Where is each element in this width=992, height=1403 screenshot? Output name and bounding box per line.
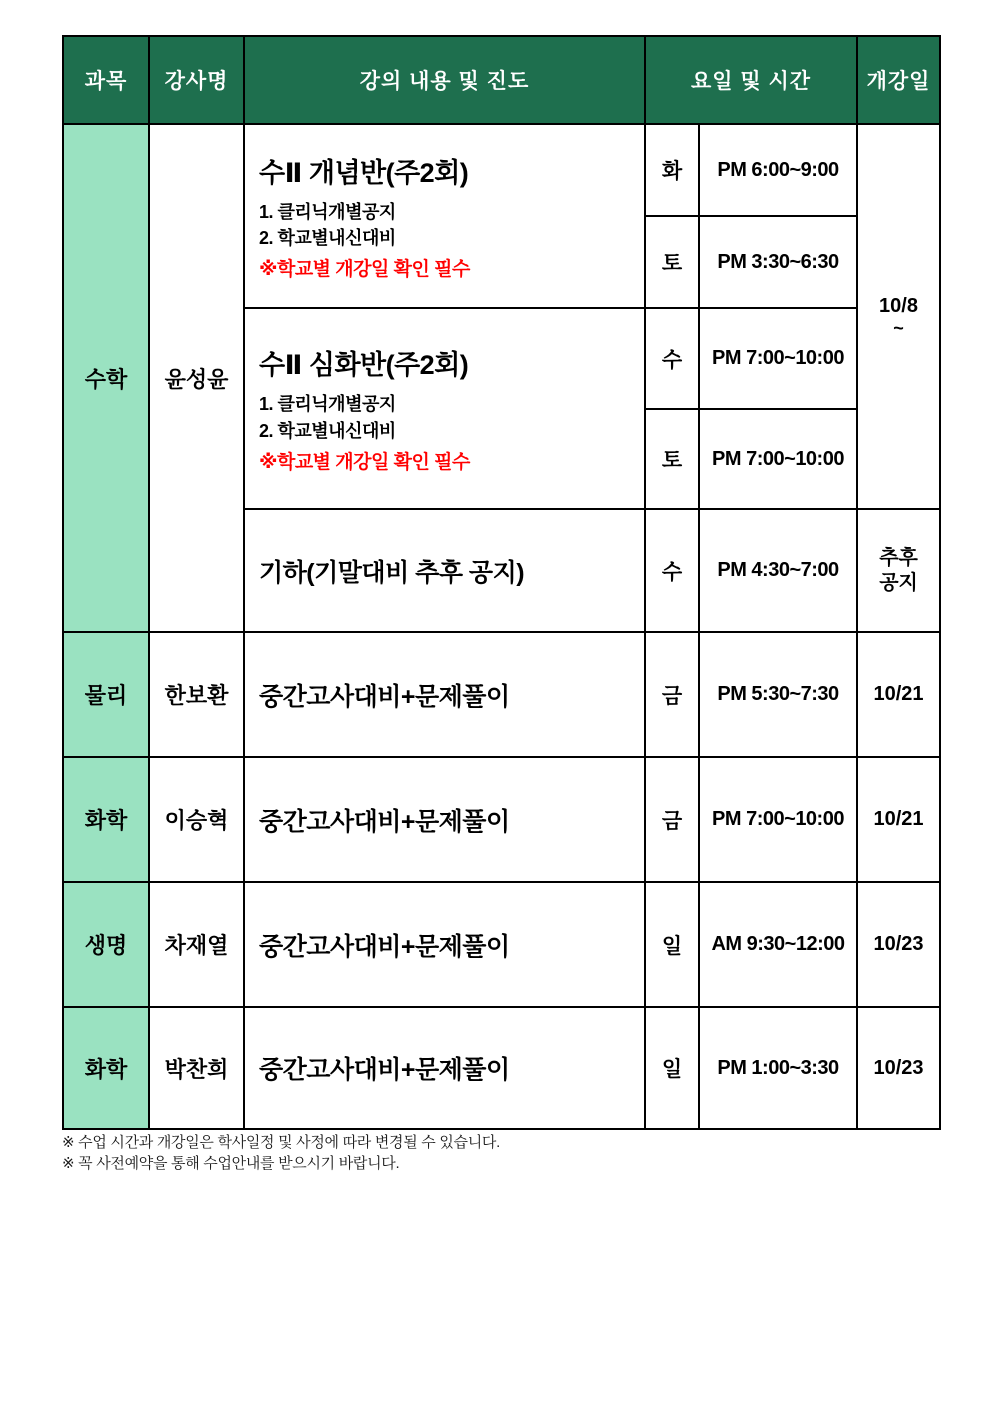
day-cell: 일 [645, 882, 699, 1007]
time-cell: PM 7:00~10:00 [699, 308, 857, 409]
class-title: 기하(기말대비 추후 공지) [259, 558, 525, 587]
header-cell-start-date: 개강일 [857, 36, 940, 124]
class-content-cell-concept [244, 124, 645, 308]
day-cell: 토 [645, 409, 699, 509]
day-cell: 금 [645, 632, 699, 757]
start-date-line: 추후 [879, 546, 918, 569]
day-cell: 일 [645, 1007, 699, 1129]
subject-cell-math: 수학 [63, 124, 149, 632]
table-row [63, 632, 940, 757]
class-title: 수Ⅱ 심화반(주2회) [259, 350, 469, 381]
start-date-cell: 10/21 [857, 632, 940, 757]
table-row [63, 124, 940, 216]
start-date-value: 10/8 [879, 295, 918, 318]
class-detail-line: 1. 클리닉개별공지 [259, 394, 396, 415]
table-row [63, 882, 940, 1007]
time-cell: PM 6:00~9:00 [699, 124, 857, 216]
header-cell-instructor: 강사명 [149, 36, 244, 124]
instructor-cell: 이승혁 [149, 757, 244, 882]
day-cell: 토 [645, 216, 699, 308]
time-cell: PM 3:30~6:30 [699, 216, 857, 308]
day-cell: 화 [645, 124, 699, 216]
header-cell-content: 강의 내용 및 진도 [244, 36, 645, 124]
class-title: 수Ⅱ 개념반(주2회) [259, 157, 469, 188]
instructor-cell: 차재열 [149, 882, 244, 1007]
start-date-cell-math [857, 124, 940, 509]
day-cell: 수 [645, 509, 699, 632]
footnotes [62, 1132, 922, 1174]
class-content-cell [244, 882, 645, 1007]
time-cell: PM 1:00~3:30 [699, 1007, 857, 1129]
day-cell: 수 [645, 308, 699, 409]
class-content-cell [244, 1007, 645, 1129]
class-warning-note: ※학교별 개강일 확인 필수 [259, 259, 470, 281]
header-row [63, 36, 940, 124]
time-cell: PM 4:30~7:00 [699, 509, 857, 632]
schedule-table-container [62, 35, 939, 1130]
time-cell: AM 9:30~12:00 [699, 882, 857, 1007]
class-title: 중간고사대비+문제풀이 [259, 682, 510, 711]
class-content-cell-geometry [244, 509, 645, 632]
start-date-tilde: ~ [893, 318, 904, 339]
start-date-line: 공지 [879, 571, 918, 594]
schedule-table [62, 35, 941, 1130]
subject-cell: 물리 [63, 632, 149, 757]
class-detail-line: 2. 학교별내신대비 [259, 228, 396, 248]
class-warning-note: ※학교별 개강일 확인 필수 [259, 451, 470, 473]
start-date-cell: 10/23 [857, 1007, 940, 1129]
class-title: 중간고사대비+문제풀이 [259, 1056, 510, 1084]
time-cell: PM 5:30~7:30 [699, 632, 857, 757]
class-detail-line: 1. 클리닉개별공지 [259, 201, 396, 222]
time-cell: PM 7:00~10:00 [699, 409, 857, 509]
instructor-cell: 한보환 [149, 632, 244, 757]
subject-cell: 화학 [63, 1007, 149, 1129]
subject-cell: 생명 [63, 882, 149, 1007]
header-cell-subject: 과목 [63, 36, 149, 124]
start-date-cell-tba [857, 509, 940, 632]
table-row [63, 1007, 940, 1129]
footnote-line: ※ 꼭 사전예약을 통해 수업안내를 받으시기 바랍니다. [62, 1155, 400, 1172]
start-date-cell: 10/23 [857, 882, 940, 1007]
day-cell: 금 [645, 757, 699, 882]
instructor-cell: 박찬희 [149, 1007, 244, 1129]
class-content-cell-advanced [244, 308, 645, 509]
start-date-cell: 10/21 [857, 757, 940, 882]
class-title: 중간고사대비+문제풀이 [259, 932, 510, 961]
time-cell: PM 7:00~10:00 [699, 757, 857, 882]
table-row [63, 757, 940, 882]
class-content-cell [244, 632, 645, 757]
instructor-cell-math: 윤성윤 [149, 124, 244, 632]
class-detail-line: 2. 학교별내신대비 [259, 420, 396, 441]
class-title: 중간고사대비+문제풀이 [259, 807, 510, 836]
header-cell-schedule: 요일 및 시간 [645, 36, 857, 124]
class-content-cell [244, 757, 645, 882]
footnote-line: ※ 수업 시간과 개강일은 학사일정 및 사정에 따라 변경될 수 있습니다. [62, 1134, 500, 1151]
subject-cell: 화학 [63, 757, 149, 882]
